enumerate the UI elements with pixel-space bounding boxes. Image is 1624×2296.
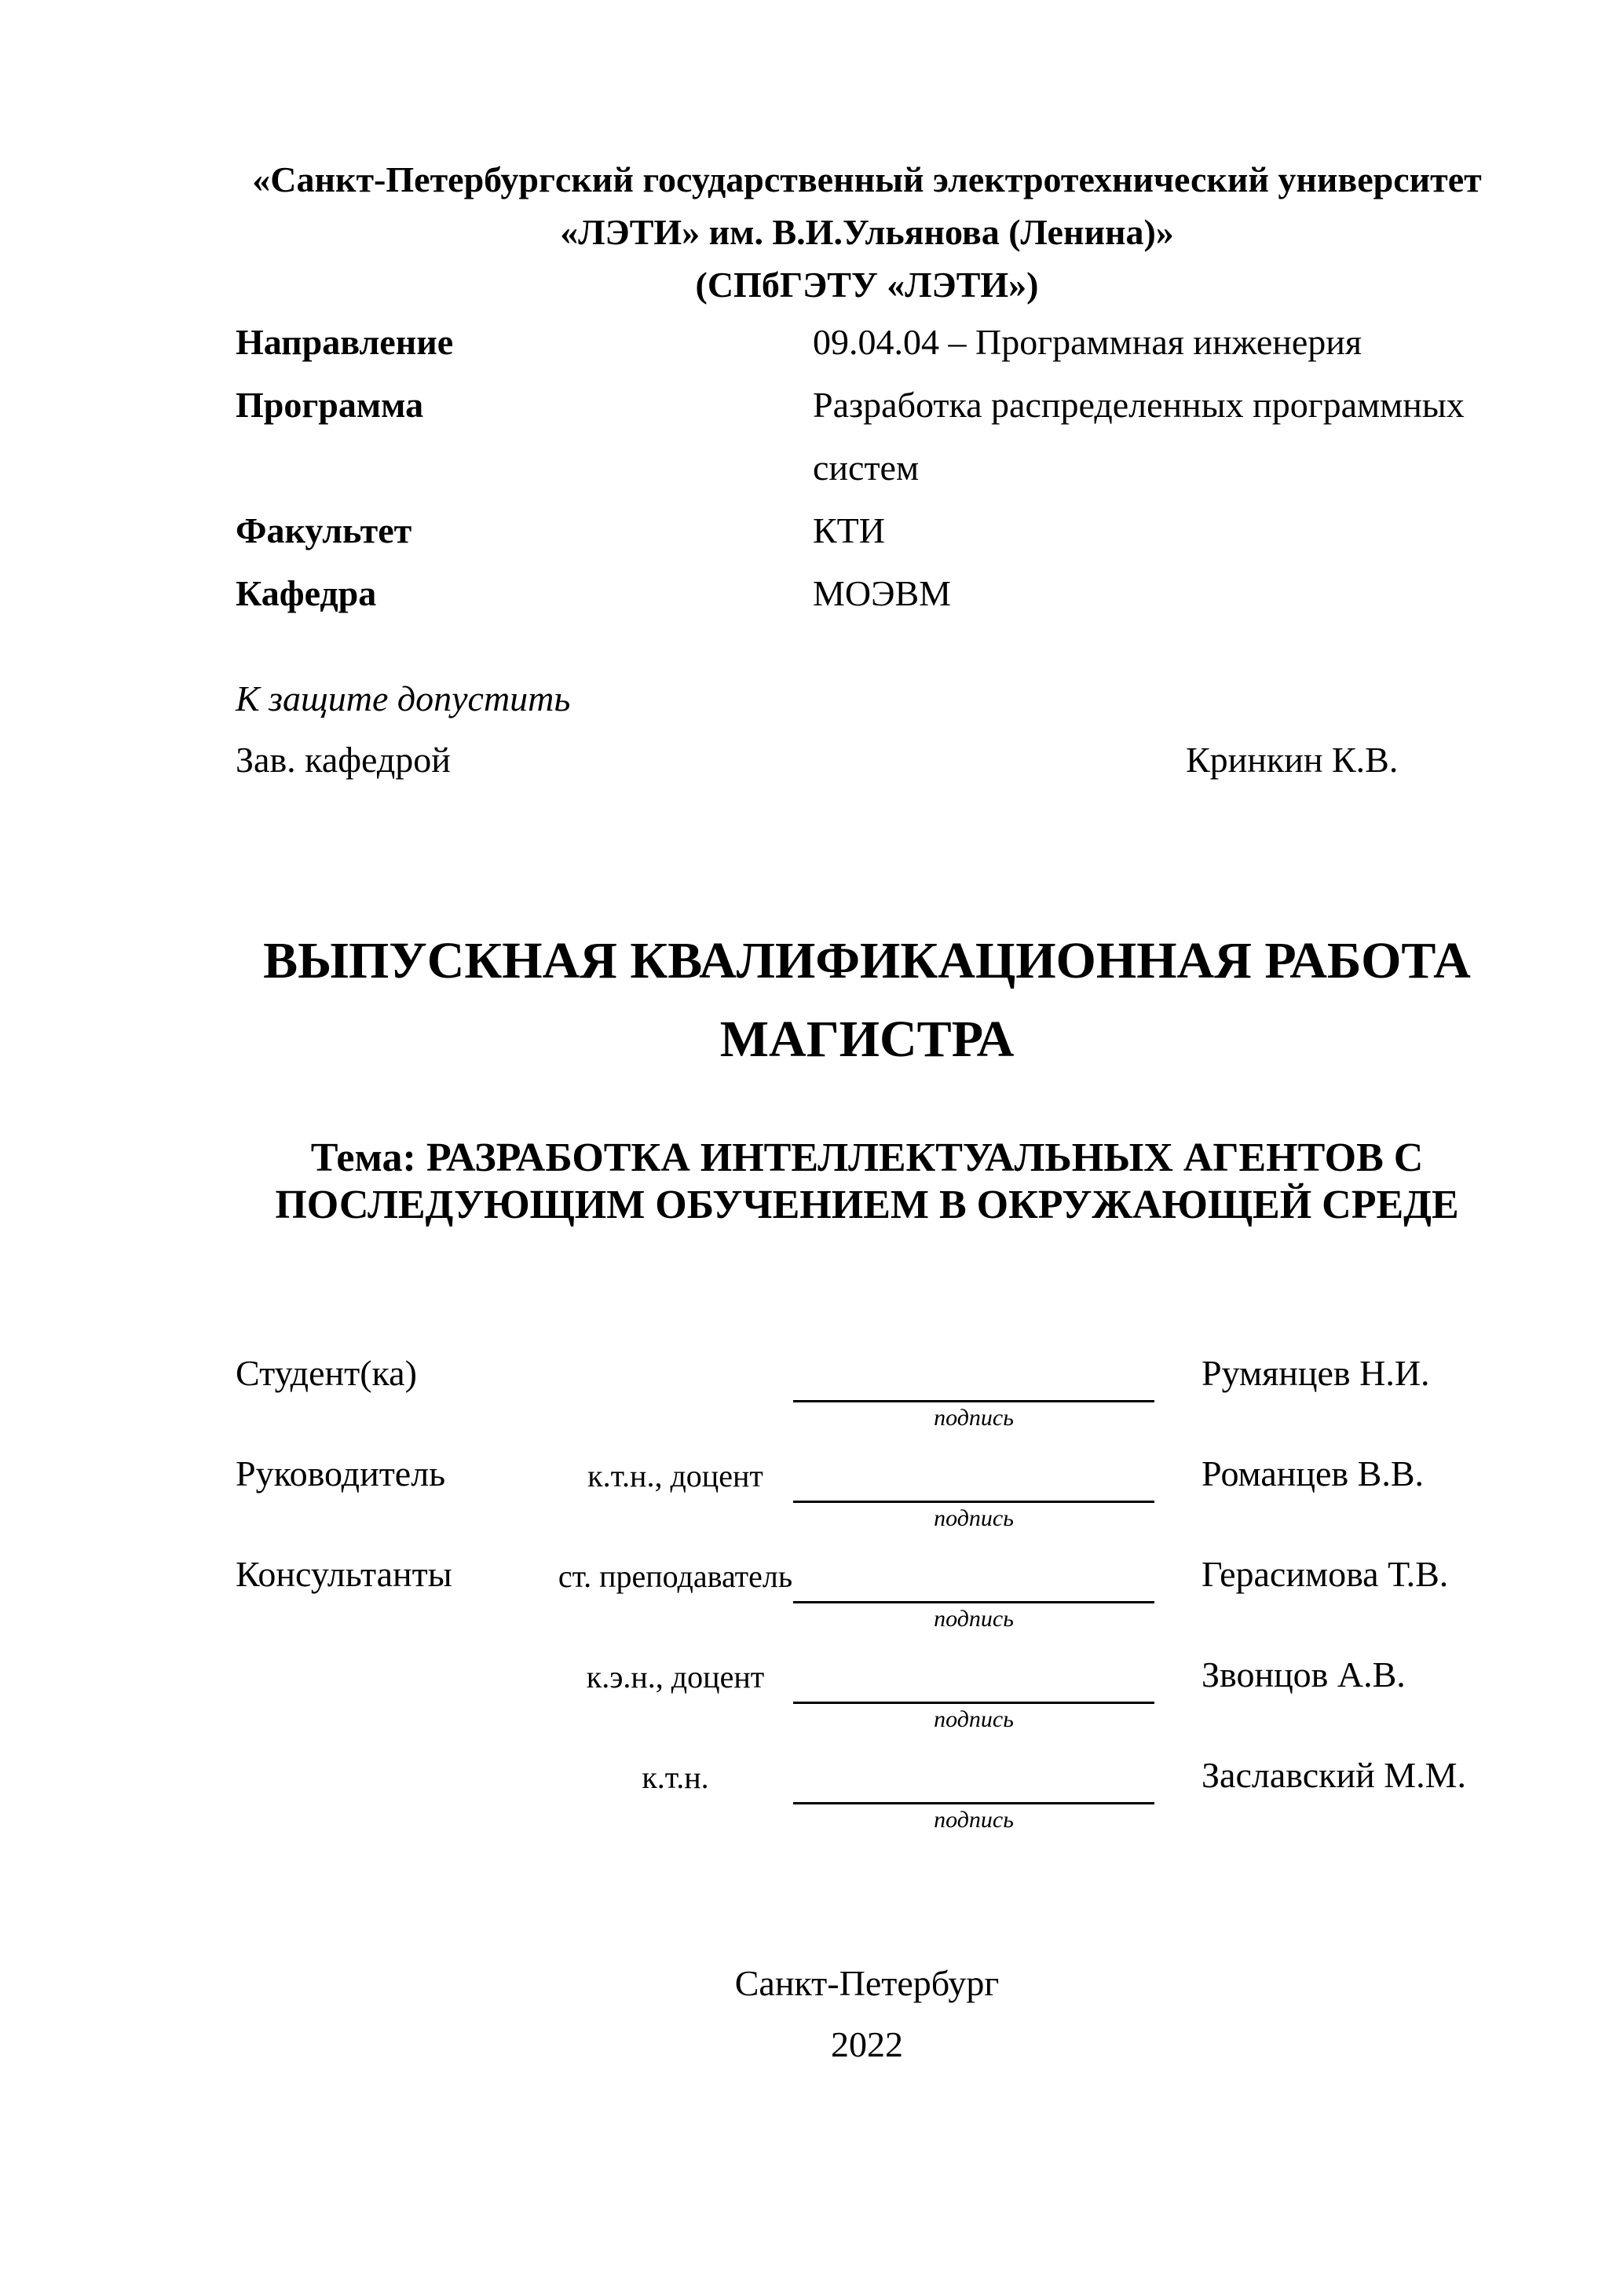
signature-caption: подпись [934, 1807, 1014, 1833]
work-title-line-1: ВЫПУСКНАЯ КВАЛИФИКАЦИОННАЯ РАБОТА [263, 932, 1471, 989]
thesis-topic [236, 1135, 1498, 1229]
signature-role: Руководитель [236, 1453, 446, 1493]
signature-name: Заславский М.М. [1202, 1755, 1467, 1795]
signature-line [793, 1552, 1154, 1603]
info-row-faculty [236, 499, 1498, 562]
info-row-direction [236, 311, 1498, 374]
department-value: МОЭВМ [813, 573, 952, 613]
thesis-topic-line-2: ПОСЛЕДУЮЩИМ ОБУЧЕНИЕМ В ОКРУЖАЮЩЕЙ СРЕДЕ [275, 1183, 1459, 1227]
signature-field [793, 1653, 1154, 1735]
signature-name: Романцев В.В. [1202, 1453, 1425, 1493]
department-head-name: Кринкин К.В. [1186, 740, 1399, 780]
signature-field [793, 1351, 1154, 1434]
signature-line [793, 1753, 1154, 1804]
signature-name: Румянцев Н.И. [1202, 1353, 1430, 1393]
signature-role: Студент(ка) [236, 1353, 417, 1393]
signature-degree: к.т.н., доцент [587, 1458, 763, 1493]
work-title [236, 922, 1498, 1079]
faculty-label: Факультет [236, 510, 412, 550]
university-name-line-3: (СПбГЭТУ «ЛЭТИ») [695, 265, 1039, 305]
direction-label: Направление [236, 322, 454, 362]
department-label: Кафедра [236, 573, 377, 613]
signature-row-student [236, 1351, 1498, 1452]
signature-field [793, 1552, 1154, 1635]
department-head-label: Зав. кафедрой [236, 740, 451, 780]
signature-degree: ст. преподаватель [558, 1559, 793, 1594]
signature-degree [558, 1351, 793, 1355]
signature-name: Герасимова Т.В. [1202, 1554, 1449, 1594]
signature-row-consultant-3 [236, 1753, 1498, 1854]
signature-caption: подпись [934, 1706, 1014, 1732]
admission-note: К защите допустить [236, 678, 571, 718]
department-head-row [236, 729, 1498, 791]
university-name-line-2: «ЛЭТИ» им. В.И.Ульянова (Ленина)» [560, 212, 1174, 252]
signature-block [236, 1351, 1498, 1854]
direction-value: 09.04.04 – Программная инженерия [813, 322, 1362, 362]
signature-row-supervisor [236, 1452, 1498, 1552]
work-title-line-2: МАГИСТРА [719, 1011, 1015, 1068]
signature-caption: подпись [934, 1505, 1014, 1531]
program-label: Программа [236, 385, 424, 425]
admission-block [236, 668, 1498, 791]
thesis-topic-line-1: Тема: РАЗРАБОТКА ИНТЕЛЛЕКТУАЛЬНЫХ АГЕНТОВ С [310, 1135, 1424, 1180]
university-name-line-1: «Санкт-Петербургский государственный электротехнический университет [252, 159, 1482, 199]
program-value: Разработка распределенных программных систем [813, 385, 1465, 488]
signature-line [793, 1452, 1154, 1503]
signature-caption: подпись [934, 1405, 1014, 1431]
faculty-value: КТИ [813, 510, 885, 550]
footer-city: Санкт-Петербург [734, 1963, 1000, 2003]
program-info-table [236, 311, 1498, 625]
signature-degree: к.э.н., доцент [586, 1659, 765, 1695]
signature-line [793, 1653, 1154, 1704]
signature-field [793, 1753, 1154, 1836]
signature-caption: подпись [934, 1606, 1014, 1632]
signature-name: Звонцов А.В. [1202, 1654, 1406, 1695]
footer-year: 2022 [831, 2024, 903, 2064]
signature-line [793, 1351, 1154, 1402]
signature-degree: к.т.н. [642, 1760, 709, 1795]
university-header [236, 153, 1498, 311]
info-row-department [236, 562, 1498, 625]
info-row-program [236, 374, 1498, 499]
page-footer [236, 1953, 1498, 2075]
signature-field [793, 1452, 1154, 1534]
signature-row-consultant-1 [236, 1552, 1498, 1653]
signature-row-consultant-2 [236, 1653, 1498, 1753]
signature-role: Консультанты [236, 1554, 452, 1594]
